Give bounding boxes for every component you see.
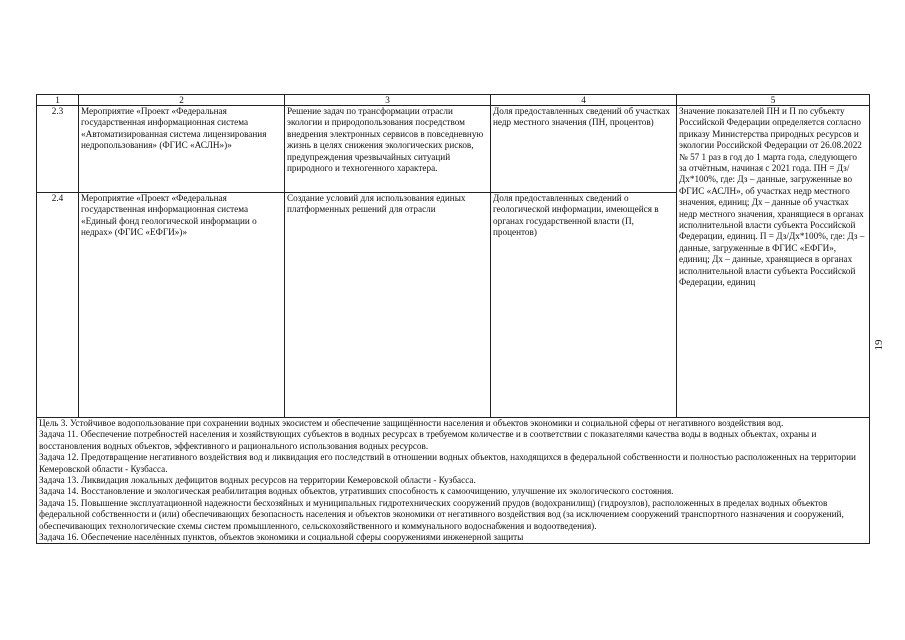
indicator-cell: Доля предоставленных сведений об участках недр местного значения (ПН, процентов) <box>491 106 677 193</box>
indicator-cell: Доля предоставленных сведений о геологической информации, имеющейся в органах государственной власти (П, процентов) <box>491 193 677 418</box>
col-header-5: 5 <box>677 95 870 106</box>
task-cell: Решение задач по трансформации отрасли экологии и природопользования посредством внедрения электронных сервисов в повседневную жизнь в целях снижения экологических рисков, предупреждения чрезвычайных ситуаций природного и техногенного характера. <box>285 106 491 193</box>
event-cell: Мероприятие «Проект «Федеральная государственная информационная система «Единый фонд геологической информации о недрах» (ФГИС «ЕФГИ»)» <box>79 193 285 418</box>
col-header-4: 4 <box>491 95 677 106</box>
task-text: Задача 16. Обеспечение населённых пунктов, объектов экономики и социальной сферы сооружениями инженерной защиты <box>39 532 524 543</box>
row-number: 2.3 <box>37 106 79 193</box>
header-row <box>37 95 870 106</box>
task-text: Задача 13. Ликвидация локальных дефицитов водных ресурсов на территории Кемеровской области - Кузбасса. <box>39 475 476 486</box>
col-header-3: 3 <box>285 95 491 106</box>
method-cell: Значение показателей ПН и П по субъекту Российской Федерации определяется согласно приказу Министерства природных ресурсов и экологии Российской Федерации от 26.08.2022 № 57 1 раз в год до 1 марта года, следующего за отчётным, начиная с 2021 года. ПН = Дз/Дх*100%, где: Дз – данные, загруженные во ФГИС «АСЛН», об участках недр местного значения, единиц; Дх – данные об участках недр местного значения, хранящиеся в органах исполнительной власти субъекта Российской Федерации, единиц. П = Дз/Дх*100%, где: Дз – данные, загруженные в ФГИС «ЕФГИ», единиц; Дх – данные, хранящиеся в органах исполнительной власти субъекта Российской Федерации, единиц <box>677 106 870 418</box>
col-header-2: 2 <box>79 95 285 106</box>
col-header-1: 1 <box>37 95 79 106</box>
event-cell: Мероприятие «Проект «Федеральная государственная информационная система «Автоматизированная система лицензирования недропользования» (ФГИС «АСЛН»)» <box>79 106 285 193</box>
task-text: Задача 11. Обеспечение потребностей населения и хозяйствующих субъектов в водных ресурсах в требуемом количестве и в соответствии с показателями качества воды в водных объектах, охраны и восстановления водных объектов, эффективного и рационального использования водных ресурсов. <box>39 429 817 451</box>
table-row <box>37 106 870 193</box>
task-cell: Создание условий для использования единых платформенных решений для отрасли <box>285 193 491 418</box>
goals-cell <box>37 418 870 544</box>
task-text: Задача 15. Повышение эксплуатационной надежности бесхозяйных и муниципальных гидротехнических сооружений прудов (водохранилищ) (гидроузлов), расположенных в пределах водных объектов федеральной собственности и (или) обеспечивающих безопасность населения и объектов экономики от негативного воздействия вод (за исключением сооружений транспортного назначения и сооружений, обеспечивающих технологические схемы систем промышленного, сельскохозяйственного и коммунального водоснабжения и водоотведения). <box>39 497 844 531</box>
goal-text: Цель 3. Устойчивое водопользование при сохранении водных экосистем и обеспечение защищённости населения и объектов экономики и социальной сферы от негативного воздействия вод. <box>39 418 784 428</box>
task-text: Задача 14. Восстановление и экологическая реабилитация водных объектов, утративших способность к самоочищению, улучшение их экологического состояния. <box>39 486 674 497</box>
program-table <box>36 94 870 544</box>
goals-row <box>37 418 870 544</box>
task-text: Задача 12. Предотвращение негативного воздействия вод и ликвидация его последствий в отношении водных объектов, находящихся в федеральной собственности и полностью расположенных на территории Кемеровской области - Кузбасса. <box>39 452 856 474</box>
row-number: 2.4 <box>37 193 79 418</box>
page-number: 19 <box>873 339 885 351</box>
